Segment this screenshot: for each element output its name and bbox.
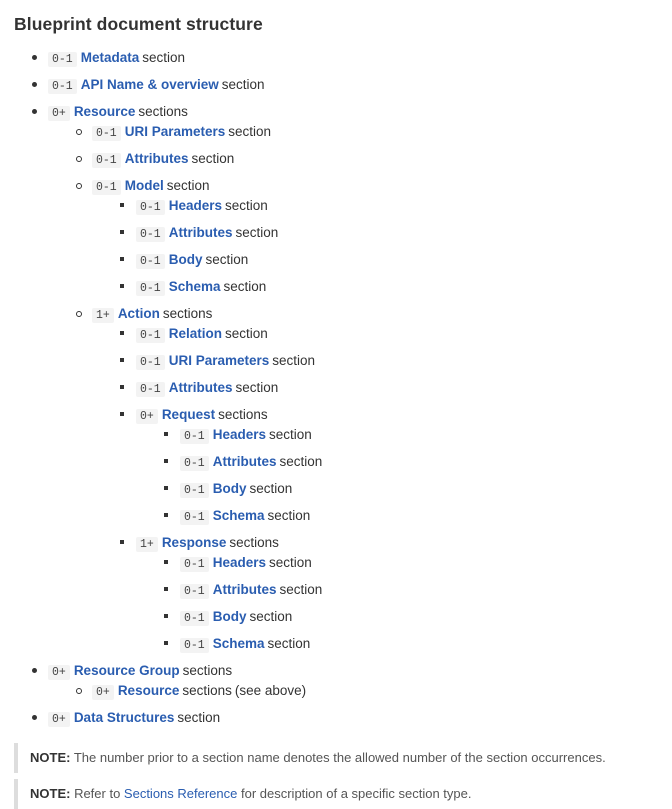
tree-level-4	[162, 426, 658, 527]
tree-item	[118, 534, 658, 655]
occurrence-count: 0-1	[180, 429, 209, 444]
tree-item	[30, 103, 658, 655]
tree-item	[162, 608, 658, 628]
tree-item	[118, 278, 658, 298]
tree-item	[30, 709, 658, 729]
occurrence-count: 0-1	[180, 557, 209, 572]
tree-item	[162, 453, 658, 473]
section-kind-label: section	[272, 353, 316, 368]
tree-item	[30, 49, 658, 69]
section-link[interactable]: Schema	[168, 279, 221, 294]
section-kind-label: section	[279, 582, 323, 597]
section-kind-label: section	[205, 252, 249, 267]
section-kind-label: section	[223, 279, 267, 294]
occurrence-count: 0-1	[136, 200, 165, 215]
occurrence-count: 0-1	[136, 254, 165, 269]
section-link[interactable]: Request	[161, 407, 216, 422]
section-kind-label: section	[269, 427, 312, 442]
section-kind-label: section	[267, 508, 311, 523]
section-kind-label: section	[269, 555, 312, 570]
section-link[interactable]: Headers	[168, 198, 223, 213]
section-kind-label: section	[142, 50, 186, 65]
section-kind-label: section	[228, 124, 272, 139]
occurrence-count: 0-1	[136, 355, 165, 370]
occurrence-count: 0-1	[180, 510, 209, 525]
tree-item	[162, 426, 658, 446]
section-link[interactable]: Attributes	[212, 582, 277, 597]
tree-item	[30, 662, 658, 702]
section-link[interactable]: Resource	[73, 104, 136, 119]
section-link[interactable]: Schema	[212, 508, 265, 523]
occurrence-count: 0+	[92, 685, 114, 700]
tree-item	[74, 123, 658, 143]
section-link[interactable]: Action	[117, 306, 160, 321]
tree-item	[162, 480, 658, 500]
section-link[interactable]: URI Parameters	[124, 124, 226, 139]
occurrence-count: 0-1	[180, 638, 209, 653]
occurrence-count: 0-1	[48, 79, 77, 94]
occurrence-count: 0+	[136, 409, 158, 424]
occurrence-count: 0-1	[136, 382, 165, 397]
tree-item	[118, 325, 658, 345]
tree-item	[162, 581, 658, 601]
note-label: NOTE:	[30, 786, 71, 801]
tree-item	[118, 379, 658, 399]
section-kind-label: section	[279, 454, 323, 469]
section-link[interactable]: Body	[168, 252, 203, 267]
occurrence-count: 1+	[136, 537, 158, 552]
occurrence-count: 0-1	[92, 153, 121, 168]
section-link[interactable]: Attributes	[168, 225, 233, 240]
occurrence-count: 0-1	[180, 584, 209, 599]
occurrence-count: 1+	[92, 308, 114, 323]
section-kind-label: sections	[229, 535, 279, 550]
section-kind-label: section	[249, 481, 293, 496]
tree-item	[74, 305, 658, 655]
section-kind-label: sections	[182, 683, 232, 698]
note-text-after: for description of a specific section type.	[237, 786, 472, 801]
section-kind-label: sections	[162, 306, 213, 321]
occurrence-count: 0-1	[136, 328, 165, 343]
tree-level-1	[30, 49, 658, 729]
note-item	[14, 743, 658, 773]
section-kind-label: section	[267, 636, 311, 651]
tree-item	[162, 635, 658, 655]
note-label: NOTE:	[30, 750, 71, 765]
section-link[interactable]: Headers	[212, 555, 267, 570]
section-kind-label: section	[249, 609, 293, 624]
note-text-before: Refer to	[70, 786, 124, 801]
occurrence-count: 0-1	[92, 126, 121, 141]
tree-item	[118, 224, 658, 244]
section-link[interactable]: Data Structures	[73, 710, 175, 725]
section-kind-label: section	[225, 198, 268, 213]
occurrence-count: 0-1	[48, 52, 77, 67]
tree-item	[162, 507, 658, 527]
occurrence-count: 0-1	[136, 281, 165, 296]
tree-item	[118, 352, 658, 372]
note-text-before: The number prior to a section name denotes the allowed number of the section occurrences.	[70, 750, 606, 765]
section-link[interactable]: Attributes	[124, 151, 189, 166]
section-kind-label: sections	[138, 104, 188, 119]
sections-reference-link[interactable]: Sections Reference	[123, 786, 238, 801]
occurrence-count: 0-1	[180, 611, 209, 626]
section-kind-label: section	[191, 151, 235, 166]
section-link[interactable]: Body	[212, 609, 247, 624]
tree-item	[30, 76, 658, 96]
page-title: Blueprint document structure	[14, 14, 263, 34]
tree-level-2	[74, 682, 658, 702]
section-link[interactable]: Attributes	[168, 380, 233, 395]
section-kind-label: section	[177, 710, 221, 725]
tree-item	[118, 251, 658, 271]
section-link[interactable]: URI Parameters	[168, 353, 270, 368]
section-kind-label: section	[235, 225, 279, 240]
tree-level-3	[118, 325, 658, 655]
tree-item	[74, 177, 658, 298]
occurrence-count: 0+	[48, 712, 70, 727]
structure-tree	[14, 49, 658, 729]
section-kind-label: sections	[182, 663, 233, 678]
section-link[interactable]: Metadata	[80, 50, 140, 65]
tree-item	[162, 554, 658, 574]
section-kind-label: section	[221, 77, 265, 92]
section-link[interactable]: Resource Group	[73, 663, 180, 678]
occurrence-count: 0+	[48, 106, 70, 121]
section-link[interactable]: Relation	[168, 326, 222, 341]
section-kind-label: section	[224, 326, 268, 341]
tree-level-2	[74, 123, 658, 655]
occurrence-count: 0-1	[92, 180, 121, 195]
section-kind-label: section	[166, 178, 210, 193]
section-link[interactable]: Attributes	[212, 454, 277, 469]
occurrence-count: 0+	[48, 665, 70, 680]
occurrence-count: 0-1	[180, 456, 209, 471]
section-link[interactable]: API Name & overview	[80, 77, 219, 92]
note-item	[14, 779, 658, 809]
section-link[interactable]: Response	[161, 535, 227, 550]
occurrence-count: 0-1	[180, 483, 209, 498]
section-link[interactable]: Model	[124, 178, 164, 193]
section-link[interactable]: Schema	[212, 636, 265, 651]
tree-item	[118, 406, 658, 527]
tree-item	[74, 150, 658, 170]
occurrence-count: 0-1	[136, 227, 165, 242]
section-link[interactable]: Resource	[117, 683, 180, 698]
tree-item	[74, 682, 658, 702]
tree-item	[118, 197, 658, 217]
section-kind-label: section	[235, 380, 279, 395]
tree-level-3	[118, 197, 658, 298]
see-above-note: (see above)	[234, 683, 307, 698]
section-link[interactable]: Body	[212, 481, 247, 496]
section-kind-label: sections	[218, 407, 268, 422]
section-link[interactable]: Headers	[212, 427, 267, 442]
notes-container	[14, 743, 658, 809]
tree-level-4	[162, 554, 658, 655]
